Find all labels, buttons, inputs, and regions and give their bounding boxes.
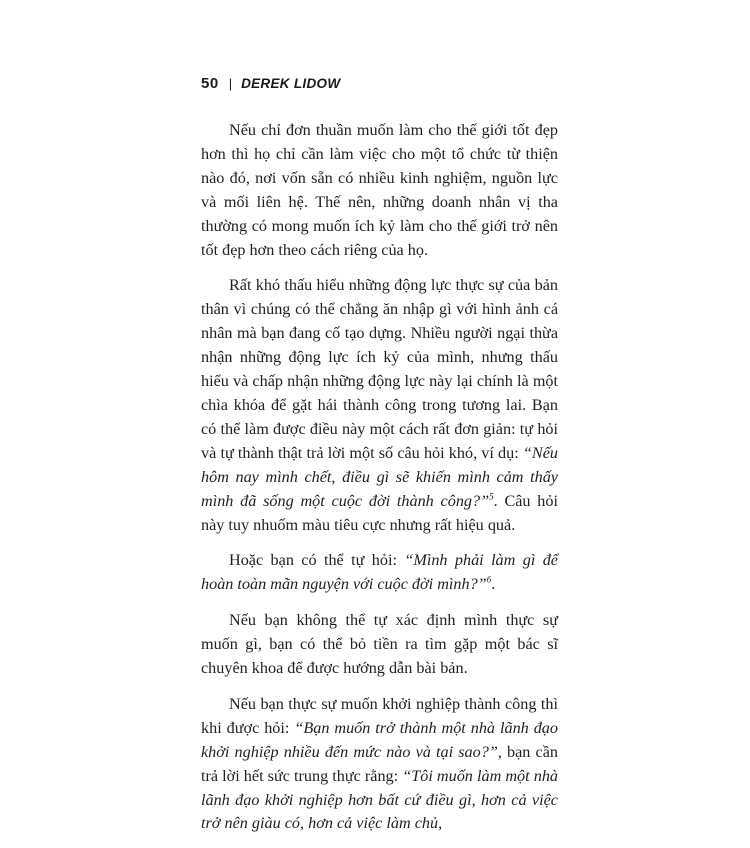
paragraph-5-quote-2: “Tôi muốn làm một nhà lãnh đạo khởi nghiệp hơn bất cứ điều gì, hơn cả việc trở nên giàu có, hơn cả việc làm chủ, xyxy=(201,766,559,833)
footnote-marker: 5 xyxy=(489,491,494,502)
author-name: DEREK LIDOW xyxy=(241,75,341,91)
paragraph-4-text: Nếu bạn không thể tự xác định mình thực sự muốn gì, bạn có thể bỏ tiền ra tìm gặp một bác sĩ chuyên khoa để được hướng dẫn bài bản. xyxy=(201,611,558,678)
running-header xyxy=(201,72,340,94)
paragraph-3-quote: “Mình phải làm gì để hoàn toàn mãn nguyện với cuộc đời mình?” xyxy=(201,551,558,594)
paragraph-1-text: Nếu chỉ đơn thuần muốn làm cho thế giới tốt đẹp hơn thì họ chỉ cần làm việc cho một tổ chức từ thiện nào đó, nơi vốn sẵn có nhiều kinh nghiệm, nguồn lực và mối liên hệ. Thế nên, những doanh nhân vị tha thường có mong muốn ích kỷ làm cho thế giới trở nên tốt đẹp hơn theo cách riêng của họ. xyxy=(201,121,558,259)
footnote-marker: 6 xyxy=(486,574,492,585)
paragraph-2-quote: “Nếu hôm nay mình chết, điều gì sẽ khiến mình cảm thấy mình đã sống một cuộc đời thành công?” xyxy=(201,443,558,510)
paragraph-2-tail: . Câu hỏi này tuy nhuốm màu tiêu cực nhưng rất hiệu quả. xyxy=(201,491,558,534)
paragraph-5 xyxy=(201,693,558,836)
paragraph-3-tail: . xyxy=(491,575,496,594)
paragraph-3 xyxy=(201,549,558,597)
paragraph-3-lead: Hoặc bạn có thể tự hỏi: xyxy=(229,551,405,570)
paragraph-5-middle: , bạn cần trả lời hết sức trung thực rằng: xyxy=(201,742,558,785)
paragraph-5-lead: Nếu bạn thực sự muốn khởi nghiệp thành công thì khi được hỏi: xyxy=(201,694,558,737)
paragraph-2-lead: Rất khó thấu hiểu những động lực thực sự của bản thân vì chúng có thể chẳng ăn nhập gì với hình ảnh cá nhân mà bạn đang cố tạo dựng. Nhiều người ngại thừa nhận những động lực ích kỷ của mình, nhưng thấu hiểu và chấp nhận những động lực này lại chính là một chìa khóa để gặt hái thành công trong tương lai. Bạn có thể làm được điều này một cách rất đơn giản: tự hỏi và tự thành thật trả lời một số câu hỏi khó, ví dụ: xyxy=(201,276,558,462)
paragraph-5-quote-1: “Bạn muốn trở thành một nhà lãnh đạo khởi nghiệp nhiều đến mức nào và tại sao?” xyxy=(201,718,558,761)
page-number: 50 xyxy=(201,74,219,92)
paragraph-4 xyxy=(201,609,558,681)
paragraph-2 xyxy=(201,274,558,537)
body-text xyxy=(201,119,558,848)
header-separator: | xyxy=(228,75,233,91)
paragraph-1 xyxy=(201,119,558,262)
